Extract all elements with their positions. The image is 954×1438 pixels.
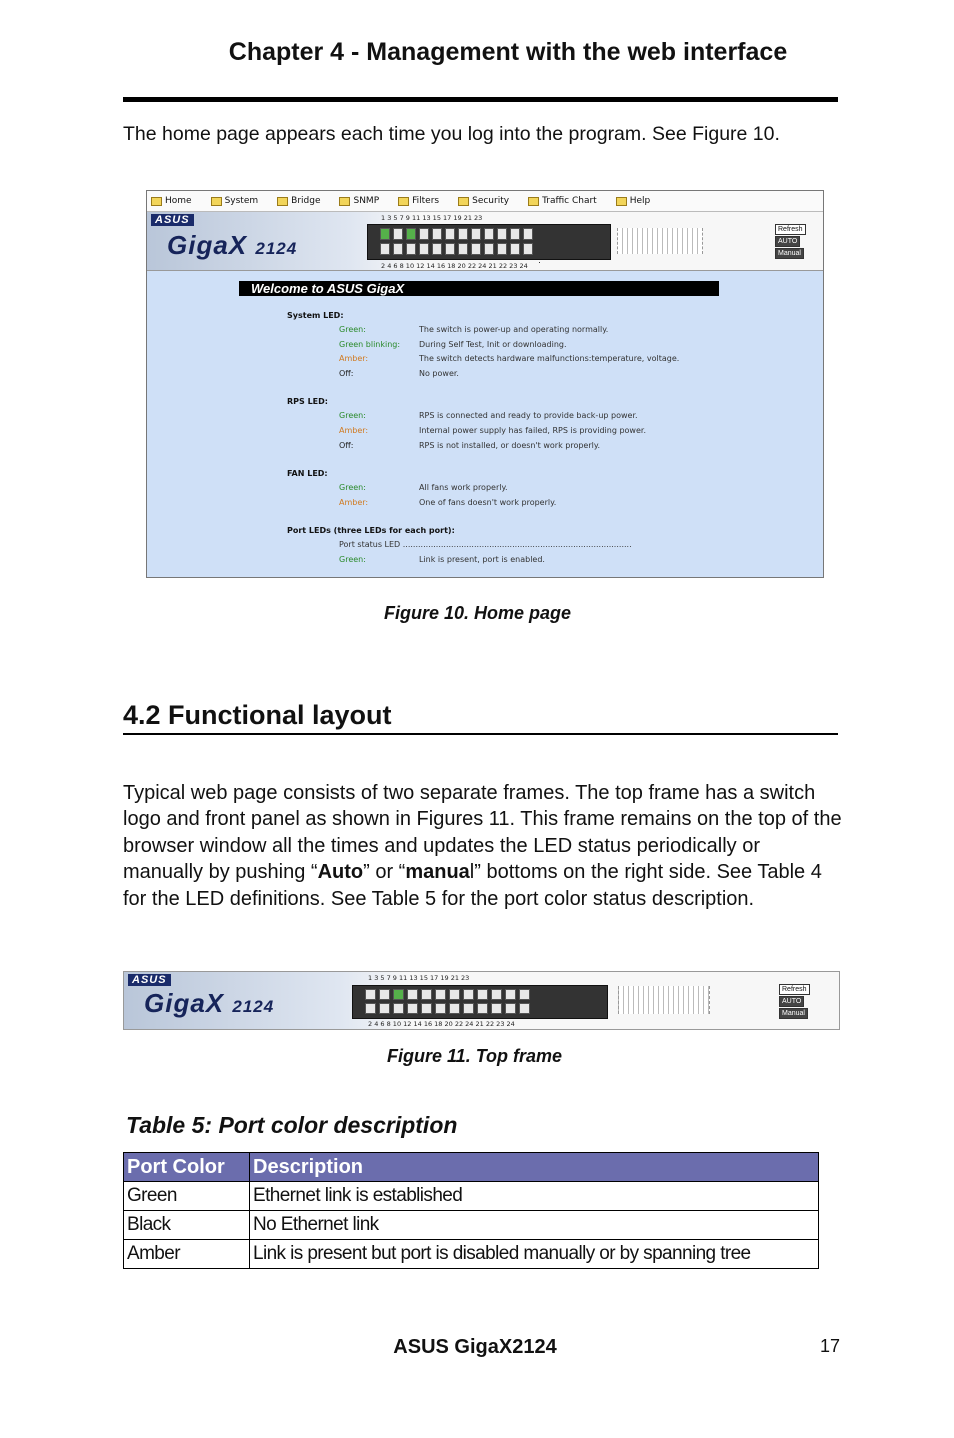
table-row: Green Ethernet link is established — [124, 1182, 819, 1211]
header-description: Description — [250, 1153, 819, 1182]
port-grid — [380, 228, 533, 255]
port-14[interactable] — [458, 243, 468, 255]
refresh-button[interactable]: Refresh — [775, 224, 806, 235]
port-23[interactable] — [523, 228, 533, 240]
port-11[interactable] — [445, 228, 455, 240]
port-numbers-bottom: 2 4 6 8 10 12 14 16 18 20 22 24 21 22 23 24 — [381, 262, 528, 270]
header-port-color: Port Color — [124, 1153, 250, 1182]
port-8[interactable] — [419, 243, 429, 255]
table-row: Black No Ethernet link — [124, 1211, 819, 1240]
led-panel-11 — [618, 986, 710, 1014]
menu-snmp[interactable]: SNMP — [335, 196, 379, 206]
gigax-logo — [167, 230, 297, 261]
chapter-title: Chapter 4 - Management with the web interface — [228, 38, 788, 66]
intro-paragraph: The home page appears each time you log into the program. See Figure 10. — [123, 123, 780, 145]
table-row: Amber Link is present but port is disabled manually or by spanning tree — [124, 1240, 819, 1269]
front-panel — [367, 224, 611, 260]
port-12[interactable] — [445, 243, 455, 255]
menu-home[interactable]: Home — [147, 196, 192, 206]
port-color-table — [123, 1152, 819, 1269]
front-panel-11 — [352, 985, 608, 1019]
menu-filters[interactable]: Filters — [394, 196, 439, 206]
menu-help[interactable]: Help — [612, 196, 651, 206]
port-13[interactable] — [458, 228, 468, 240]
auto-button[interactable]: AUTO — [775, 236, 800, 247]
port-leds-title: Port LEDs (three LEDs for each port): — [287, 526, 455, 536]
figure11-caption: Figure 11. Top frame — [387, 1046, 563, 1066]
logo-main: GigaX — [167, 230, 248, 260]
menu-security[interactable]: Security — [454, 196, 509, 206]
port-7[interactable] — [419, 228, 429, 240]
port-1[interactable] — [380, 228, 390, 240]
port-6[interactable] — [406, 243, 416, 255]
led-panel — [617, 228, 703, 254]
refresh-button-11[interactable]: Refresh — [779, 984, 810, 995]
port-17[interactable] — [484, 228, 494, 240]
rps-led-title: RPS LED: — [287, 397, 328, 407]
port-9[interactable] — [432, 228, 442, 240]
header-rule — [123, 97, 838, 102]
figure10-caption: Figure 10. Home page — [384, 603, 572, 623]
menu-system[interactable]: System — [207, 196, 259, 206]
port-18[interactable] — [484, 243, 494, 255]
asus-logo-11: ASUS — [128, 974, 171, 986]
port-24[interactable] — [523, 243, 533, 255]
port-numbers-top-11: 1 3 5 7 9 11 13 15 17 19 21 23 — [368, 974, 470, 982]
port-19[interactable] — [497, 228, 507, 240]
manual-button[interactable]: Manual — [775, 248, 804, 259]
section-heading: 4.2 Functional layout — [123, 700, 838, 735]
fan-led-title: FAN LED: — [287, 469, 328, 479]
menu-bridge[interactable]: Bridge — [273, 196, 320, 206]
table-header-row — [124, 1153, 819, 1182]
menu-traffic-chart[interactable]: Traffic Chart — [524, 196, 597, 206]
top-frame-banner — [147, 212, 823, 271]
port-numbers-bottom-11: 2 4 6 8 10 12 14 16 18 20 22 24 21 22 23 24 — [368, 1020, 515, 1028]
home-page-screenshot — [146, 190, 824, 578]
port-2[interactable] — [380, 243, 390, 255]
led-description: System LED: Green: The switch is power-up and operating normally. Green blinking: During Self Test, Init or downloading. Amber: The switch detects hardware malfunctions:temperature, voltage. Off: No power. RPS LED: Green: RPS is connected and ready to provide back-up power. Amber: Internal power supply has failed, RPS is providing power. Off: RPS is not installed, or doesn't work properly. FAN LED: Green: All fans work properly. Amber: One of fans doesn't work properly. Port LEDs (three LEDs for each port): Port status LED .......................................................................................... Green: Link is present, port is enabled. — [287, 311, 680, 564]
asus-logo: ASUS — [151, 214, 194, 226]
manual-button-11[interactable]: Manual — [779, 1008, 808, 1019]
port-15[interactable] — [471, 228, 481, 240]
gigax-logo-11: GigaX 2124 — [144, 988, 275, 1018]
port-5[interactable] — [406, 228, 416, 240]
port-10[interactable] — [432, 243, 442, 255]
port-4[interactable] — [393, 243, 403, 255]
menu-bar — [147, 191, 823, 212]
welcome-banner: Welcome to ASUS GigaX — [239, 281, 719, 296]
section-paragraph: Typical web page consists of two separate frames. The top frame has a switch logo and front panel as shown in Figures 11. This frame remains on the top of the browser window all the times and updates the LED status periodically or manually by pushing “Auto” or “manual” bottoms on the right side. See Table 4 for the LED definitions. See Table 5 for the port color status description. — [123, 782, 842, 910]
port-16[interactable] — [471, 243, 481, 255]
logo-model: 2124 — [255, 239, 298, 258]
port-22[interactable] — [510, 243, 520, 255]
port-3[interactable] — [393, 228, 403, 240]
port-numbers-top: 1 3 5 7 9 11 13 15 17 19 21 23 — [381, 214, 483, 222]
port-21[interactable] — [510, 228, 520, 240]
page-number: 17 — [820, 1336, 841, 1356]
auto-button-11[interactable]: AUTO — [779, 996, 804, 1007]
table5-title: Table 5: Port color description — [126, 1112, 458, 1138]
footer-product: ASUS GigaX2124 — [393, 1336, 557, 1358]
system-led-title: System LED: — [287, 311, 344, 320]
port-20[interactable] — [497, 243, 507, 255]
top-frame-screenshot — [123, 971, 840, 1030]
top-frame-banner-11 — [124, 972, 839, 1029]
